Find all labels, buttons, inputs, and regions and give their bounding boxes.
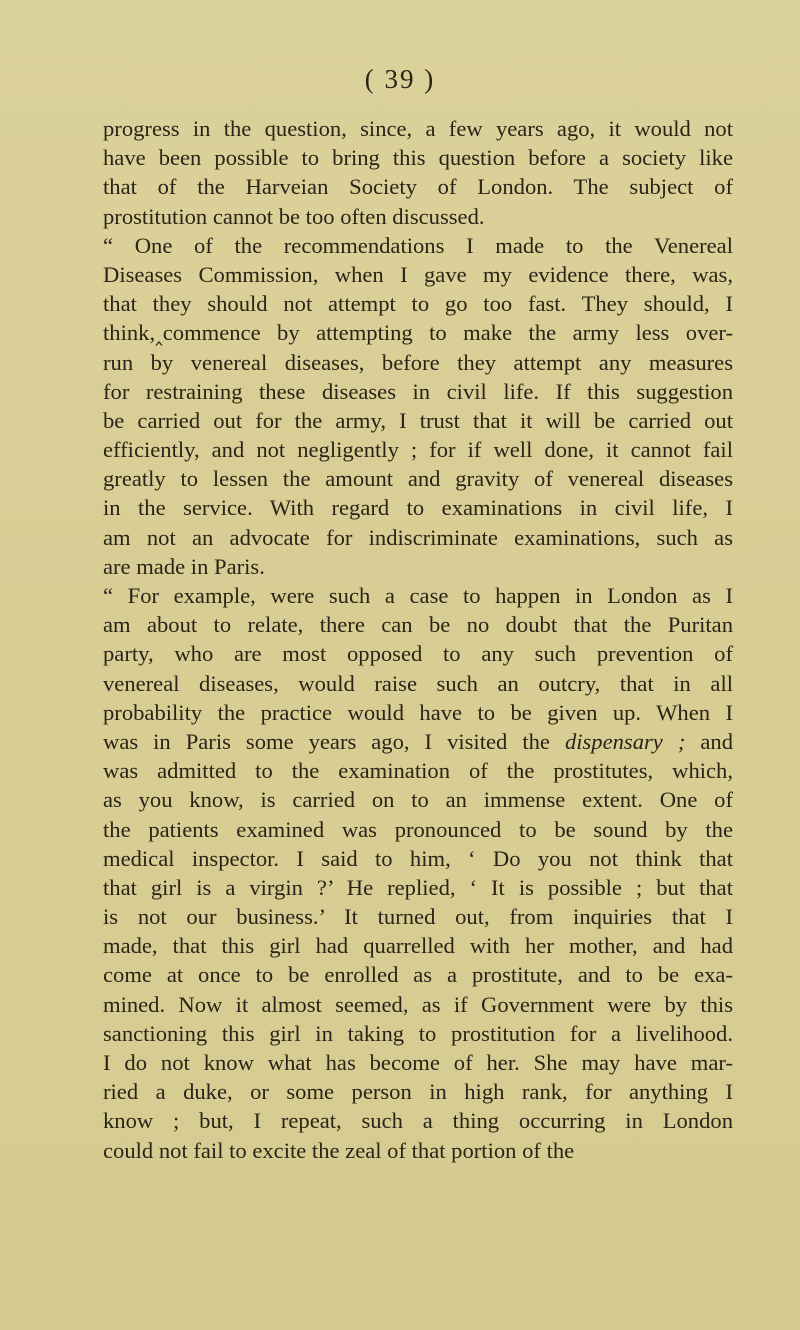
text-line: that they should not attempt to go too fast. They should, I bbox=[103, 291, 733, 317]
text-line: is not our business.’ It turned out, from inquiries that I bbox=[103, 904, 733, 930]
text-line: was admitted to the examination of the prostitutes, which, bbox=[103, 758, 733, 784]
text-line: in the service. With regard to examinations in civil life, I bbox=[103, 495, 733, 521]
text-line: “ One of the recommendations I made to the Venereal bbox=[103, 232, 733, 258]
text-line: made, that this girl had quarrelled with her mother, and had bbox=[103, 933, 733, 959]
text-line: are made in Paris. bbox=[103, 553, 265, 579]
text-line: have been possible to bring this question before a society like bbox=[103, 145, 733, 171]
text-line: mined. Now it almost seemed, as if Government were by this bbox=[103, 991, 733, 1017]
text-line bbox=[103, 727, 733, 756]
text-line: that of the Harveian Society of London. The subject of bbox=[103, 174, 733, 200]
text-line: efficiently, and not negligently ; for if well done, it cannot fail bbox=[103, 437, 733, 463]
body-text bbox=[103, 114, 733, 1165]
text-line: am not an advocate for indiscriminate examinations, such as bbox=[103, 524, 733, 550]
text-line: party, who are most opposed to any such prevention of bbox=[103, 641, 733, 667]
text-line: prostitution cannot be too often discussed. bbox=[103, 203, 485, 229]
text-line: probability the practice would have to be given up. When I bbox=[103, 699, 733, 725]
text-line: come at once to be enrolled as a prostitute, and to be exa- bbox=[103, 962, 733, 988]
text-line: for restraining these diseases in civil life. If this suggestion bbox=[103, 378, 733, 404]
text-line: ried a duke, or some person in high rank, for anything I bbox=[103, 1079, 733, 1105]
text-line: as you know, is carried on to an immense extent. One of bbox=[103, 787, 733, 813]
text-line: “ For example, were such a case to happen in London as I bbox=[103, 583, 733, 608]
text-line: medical inspector. I said to him, ‘ Do you not think that bbox=[103, 845, 733, 871]
italic-text-segment: dispensary ; bbox=[564, 728, 686, 754]
text-line: know ; but, I repeat, such a thing occurring in London bbox=[103, 1108, 733, 1134]
text-line: greatly to lessen the amount and gravity of venereal diseases bbox=[103, 466, 733, 492]
text-segment: was in Paris some years ago, I visited the bbox=[103, 728, 550, 754]
page-number: ( 39 ) bbox=[364, 64, 436, 94]
text-segment: and bbox=[700, 728, 734, 754]
text-line: venereal diseases, would raise such an outcry, that in all bbox=[103, 670, 733, 696]
text-line: progress in the question, since, a few years ago, it would not bbox=[103, 116, 733, 141]
text-line: Diseases Commission, when I gave my evidence there, was, bbox=[103, 261, 733, 287]
text-line: could not fail to excite the zeal of that portion of the bbox=[103, 1137, 575, 1163]
text-line: be carried out for the army, I trust that it will be carried out bbox=[103, 407, 733, 433]
text-line: sanctioning this girl in taking to prostitution for a livelihood. bbox=[103, 1020, 733, 1046]
text-line: that girl is a virgin ?’ He replied, ‘ It is possible ; but that bbox=[103, 874, 733, 900]
text-line: run by venereal diseases, before they attempt any measures bbox=[103, 349, 733, 375]
text-line: think,‸commence by attempting to make the army less over- bbox=[103, 320, 733, 346]
text-line: I do not know what has become of her. She may have mar- bbox=[103, 1050, 733, 1075]
text-line: the patients examined was pronounced to be sound by the bbox=[103, 816, 733, 842]
text-line: am about to relate, there can be no doubt that the Puritan bbox=[103, 612, 733, 638]
